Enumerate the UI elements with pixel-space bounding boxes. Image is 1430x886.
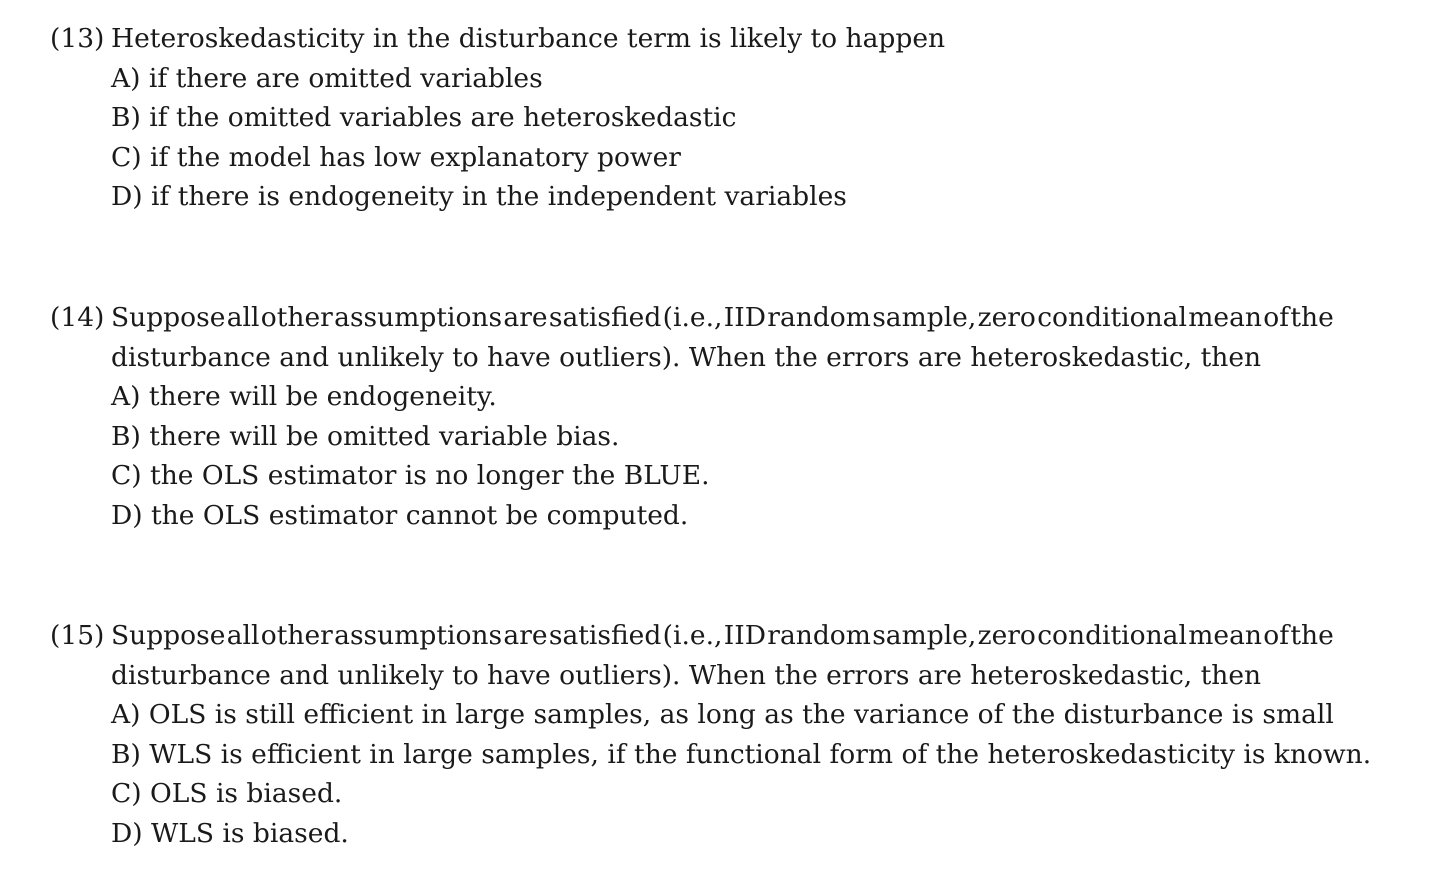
question-stem-line: disturbance and unlikely to have outliers). When the errors are heteroskedastic, then <box>111 341 1262 373</box>
question-15 <box>50 616 1390 854</box>
question-stem <box>50 298 1390 338</box>
answer-choice-d: D) WLS is biased. <box>111 817 349 849</box>
question-stem-line: disturbance and unlikely to have outliers). When the errors are heteroskedastic, then <box>111 659 1262 691</box>
question-stem <box>50 19 1390 59</box>
answer-choice-a: A) if there are omitted variables <box>111 62 543 94</box>
question-stem <box>50 616 1390 656</box>
answer-choice-c: C) the OLS estimator is no longer the BLUE. <box>111 460 710 492</box>
answer-choice-a: A) there will be endogeneity. <box>111 381 497 413</box>
answer-choice-c: C) OLS is biased. <box>111 778 343 810</box>
answer-choice-b: B) if the omitted variables are heteroskedastic <box>111 102 737 134</box>
answer-choice-d: D) the OLS estimator cannot be computed. <box>111 499 689 531</box>
question-14 <box>50 298 1390 536</box>
answer-choice-d: D) if there is endogeneity in the independent variables <box>111 181 847 213</box>
question-number: (13) <box>50 23 105 54</box>
answer-choice-b: B) there will be omitted variable bias. <box>111 420 620 452</box>
question-number: (15) <box>50 620 105 651</box>
answer-choice-b: B) WLS is efficient in large samples, if the functional form of the heteroskedasticity is known. <box>111 738 1372 770</box>
question-13 <box>50 19 1390 217</box>
question-stem-continuation <box>50 656 1390 696</box>
question-stem-line: Suppose all other assumptions are satisfied (i.e., IID random sample, zero conditional mean of the <box>111 620 1334 651</box>
question-number: (14) <box>50 302 105 333</box>
answer-choice-c: C) if the model has low explanatory power <box>111 141 681 173</box>
answer-choice-a: A) OLS is still efficient in large samples, as long as the variance of the disturbance is small <box>111 699 1334 731</box>
question-stem-line: Suppose all other assumptions are satisfied (i.e., IID random sample, zero conditional mean of the <box>111 302 1334 333</box>
question-stem-line: Heteroskedasticity in the disturbance term is likely to happen <box>111 23 946 54</box>
question-stem-continuation <box>50 338 1390 378</box>
